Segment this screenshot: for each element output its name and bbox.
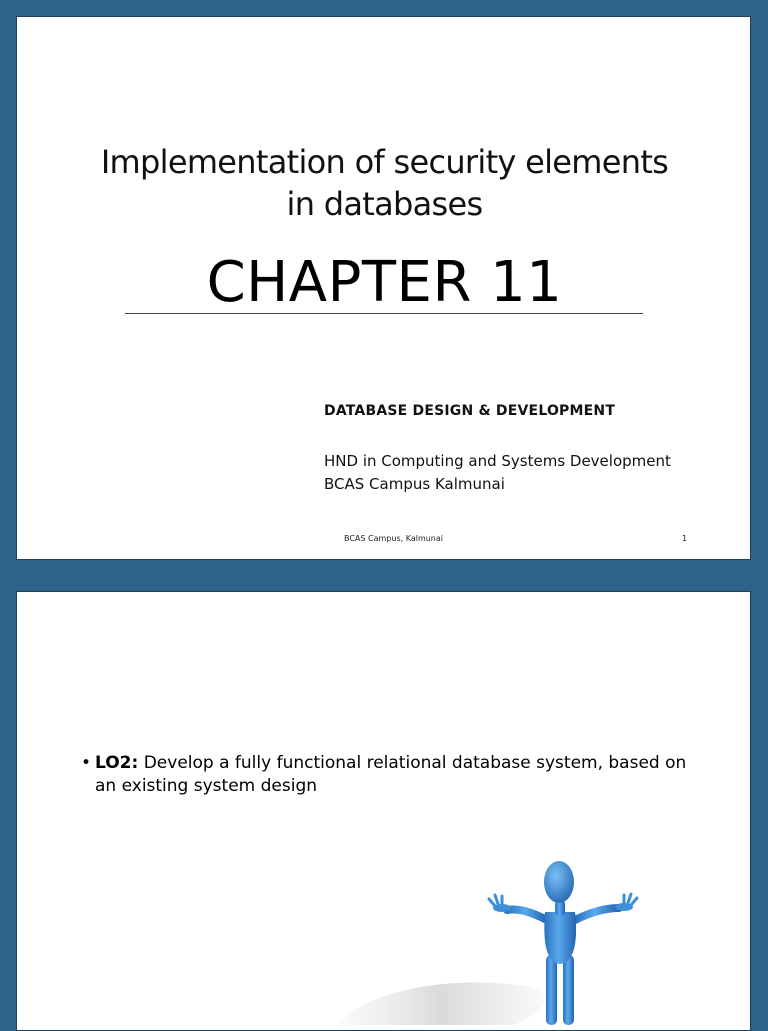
bullet-text: Develop a fully functional relational database system, based on an existing system design xyxy=(95,753,687,796)
subtitle-line-2: in databases xyxy=(286,185,483,223)
program-line-1: HND in Computing and Systems Development xyxy=(324,452,671,470)
program-info xyxy=(324,450,671,496)
stick-figure-icon xyxy=(299,850,659,1025)
slide-1 xyxy=(16,16,751,560)
bullet-marker: • xyxy=(81,753,92,773)
chapter-title: CHAPTER 11 xyxy=(206,250,563,315)
subtitle-line-1: Implementation of security elements xyxy=(100,143,669,181)
bullet-label: LO2: xyxy=(95,753,139,773)
title-divider xyxy=(125,313,643,314)
slide-subtitle xyxy=(17,141,752,225)
bullet-content xyxy=(81,752,701,798)
slide-footer: BCAS Campus, Kalmunai xyxy=(344,534,443,543)
learning-outcome-bullet xyxy=(81,752,701,798)
program-line-2: BCAS Campus Kalmunai xyxy=(324,475,505,493)
slide-2 xyxy=(16,591,751,1031)
course-name: DATABASE DESIGN & DEVELOPMENT xyxy=(324,403,616,419)
slide-page-number: 1 xyxy=(682,534,688,543)
